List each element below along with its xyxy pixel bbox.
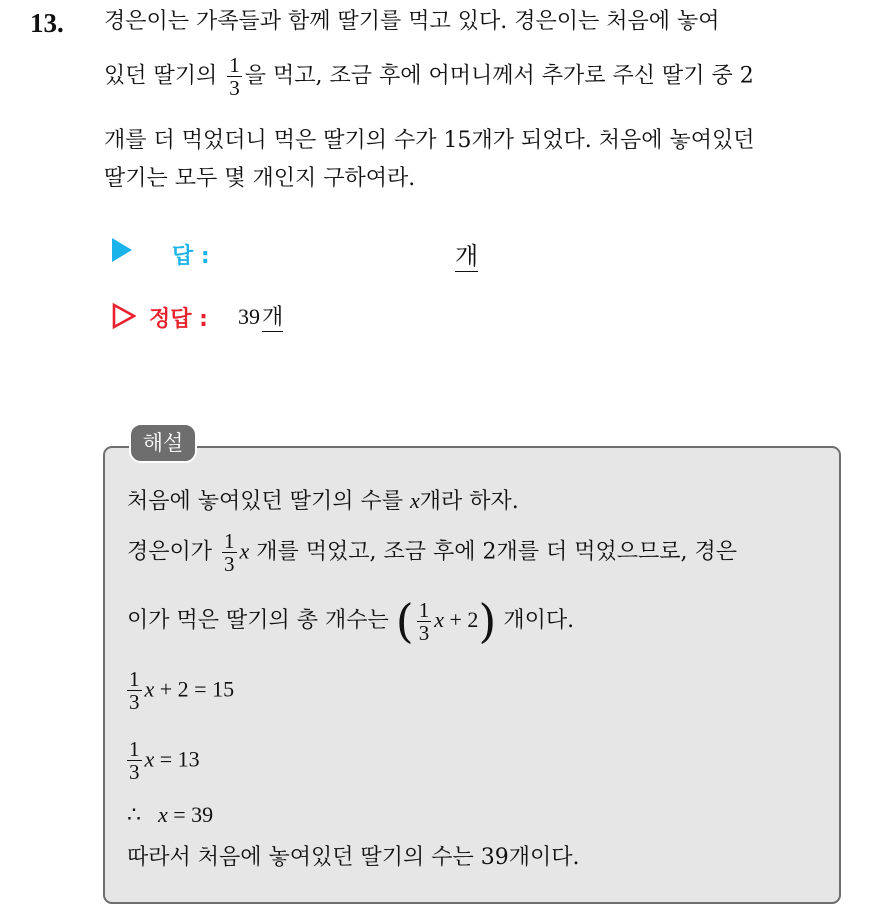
solution-tab: 해설	[129, 423, 197, 463]
right-paren: )	[478, 594, 497, 648]
correct-answer-label: 정답 :	[149, 307, 208, 332]
equation-1: $\frac{1}{3}$ x + 2 = 15	[129, 667, 235, 714]
correct-arrow-icon	[112, 303, 136, 333]
fraction-one-third	[227, 54, 242, 99]
solution-line-2: 경은이가 $\frac{1}{3}$ x 개를 먹었고, 조금 후에 2개를 더 먹었으므로, 경은	[127, 529, 738, 576]
question-line-4: 딸기는 모두 몇 개인지 구하여라.	[104, 166, 416, 191]
solution-line-3: 이가 먹은 딸기의 총 개수는 ( $\frac{1}{3}$ x + 2) 개이다.	[127, 594, 575, 648]
question-number: 13.	[30, 8, 64, 38]
solution-line-1: 처음에 놓여있던 딸기의 수를 x개라 하자.	[127, 488, 519, 514]
question-line-2-prefix: 있던 딸기의	[104, 63, 218, 89]
fraction-one-third: $\frac{1}{3}$	[418, 597, 430, 645]
equation-3: ∴ x = 39	[127, 802, 214, 827]
correct-answer-value: 39개	[238, 304, 284, 330]
question-line-1: 경은이는 가족들과 함께 딸기를 먹고 있다. 경은이는 처음에 놓여	[104, 9, 720, 34]
equation-2: $\frac{1}{3}$ x = 13	[129, 737, 200, 784]
therefore-symbol: ∴	[127, 802, 141, 827]
answer-label: 답 :	[172, 244, 210, 269]
fraction-one-third: $\frac{1}{3}$	[129, 667, 140, 714]
question-line-2-suffix: 을 먹고, 조금 후에 어머니께서 추가로 주신 딸기 중 2	[244, 63, 754, 89]
fraction-numerator: 1	[229, 53, 240, 77]
solution-conclusion: 따라서 처음에 놓여있던 딸기의 수는 39개이다.	[127, 845, 580, 870]
answer-arrow-icon	[112, 238, 132, 262]
left-paren: (	[395, 594, 414, 648]
answer-unit: 개	[455, 242, 479, 270]
fraction-one-third: $\frac{1}{3}$	[129, 737, 140, 784]
answer-input[interactable]	[225, 236, 455, 268]
question-line-2	[104, 54, 864, 99]
question-line-3: 개를 더 먹었더니 먹은 딸기의 수가 15개가 되었다. 처음에 놓여있던	[104, 128, 755, 153]
fraction-one-third: $\frac{1}{3}$	[224, 529, 235, 576]
fraction-denominator: 3	[229, 76, 240, 100]
